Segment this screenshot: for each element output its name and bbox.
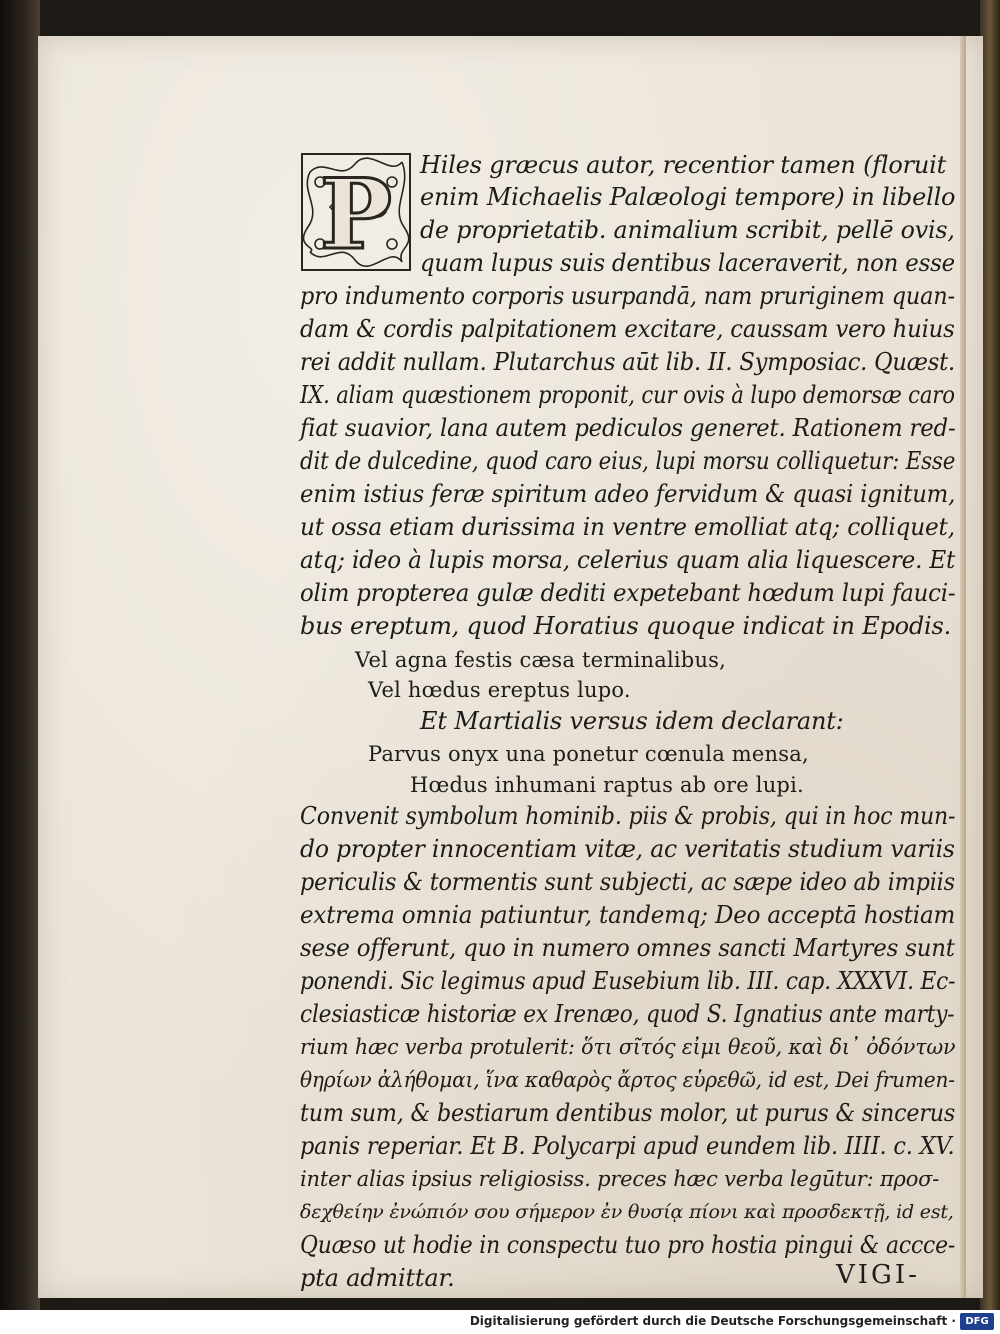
- footer-text: Digitalisierung gefördert durch die Deutsche Forschungsgemeinschaft ·: [469, 1314, 956, 1328]
- text-line-15: bus ereptum, quod Horatius quoque indicat in Epodis.: [300, 612, 952, 640]
- footer-bar: [0, 1310, 1000, 1334]
- text-line-27: clesiasticæ historiæ ex Irenæo, quod S. Ignatius ante marty-: [300, 1000, 955, 1028]
- text-line-22: do propter innocentiam vitæ, ac veritatis studium variis: [300, 835, 955, 863]
- text-line-29: θηρίων ἀλήθομαι, ἵνα καθαρὸς ἄρτος εὑρεθῶ, id est, Dei frumen-: [300, 1068, 955, 1092]
- text-line-26: ponendi. Sic legimus apud Eusebium lib. III. cap. XXXVI. Ec-: [300, 967, 956, 995]
- text-line-21: Convenit symbolum hominib. piis & probis, qui in hoc mun-: [300, 802, 956, 830]
- text-line-31: panis reperiar. Et B. Polycarpi apud eundem lib. IIII. c. XV.: [300, 1132, 955, 1160]
- text-line-33: δεχθείην ἐνώπιόν σου σήμερον ἐν θυσίᾳ πίονι καὶ προσδεκτῇ, id est,: [300, 1201, 954, 1223]
- text-line-5: pro indumento corporis usurpandā, nam pruriginem quan-: [300, 282, 955, 310]
- text-line-35: pta admittar.: [300, 1264, 455, 1292]
- text-line-11: enim istius feræ spiritum adeo fervidum & quasi ignitum,: [300, 480, 956, 508]
- text-line-23: periculis & tormentis sunt subjecti, ac sæpe ideo ab impiis: [300, 868, 955, 896]
- text-line-25: sese offerunt, quo in numero omnes sancti Martyres sunt: [300, 934, 955, 962]
- text-line-9: fiat suavior, lana autem pediculos generet. Rationem red-: [300, 414, 956, 442]
- verse-line-2: Vel hœdus ereptus lupo.: [368, 678, 631, 702]
- text-line-13: atq; ideo à lupis morsa, celerius quam alia liquescere. Et: [300, 546, 956, 574]
- catchword: VIGI-: [836, 1260, 920, 1290]
- text-line-10: dit de dulcedine, quod caro eius, lupi morsu colliquetur: Esse: [300, 447, 956, 475]
- text-line-14: olim propterea gulæ dediti expetebant hœdum lupi fauci-: [300, 579, 956, 607]
- text-line-12: ut ossa etiam durissima in ventre emolliat atq; colliquet,: [300, 513, 955, 541]
- verse-line-4: Hœdus inhumani raptus ab ore lupi.: [410, 773, 804, 797]
- dfg-logo: DFG: [960, 1313, 994, 1330]
- text-line-2: enim Michaelis Palæologi tempore) in libello: [420, 183, 956, 211]
- text-line-32: inter alias ipsius religiosiss. preces hæc verba legūtur: προσ-: [300, 1167, 940, 1191]
- initial-letter: P: [319, 158, 393, 271]
- text-line-24: extrema omnia patiuntur, tandemq; Deo acceptā hostiam: [300, 901, 956, 929]
- text-line-1: Hiles græcus autor, recentior tamen (floruit: [420, 151, 947, 179]
- verse-line-3: Parvus onyx una ponetur cœnula mensa,: [368, 742, 809, 766]
- text-line-4: quam lupus suis dentibus laceraverit, non esse: [420, 249, 956, 277]
- text-line-28: rium hæc verba protulerit: ὅτι σῖτός εἰμι θεοῦ, καὶ δι᾽ ὀδόντων: [300, 1035, 956, 1059]
- verse-line-1: Vel agna festis cæsa terminalibus,: [355, 648, 727, 672]
- text-line-3: de proprietatib. animalium scribit, pellē ovis,: [420, 216, 955, 244]
- decorated-initial: [300, 152, 412, 272]
- text-line-7: rei addit nullam. Plutarchus aūt lib. II. Symposiac. Quæst.: [300, 348, 956, 376]
- text-line-6: dam & cordis palpitationem excitare, caussam vero huius: [300, 315, 955, 343]
- text-line-8: IX. aliam quæstionem proponit, cur ovis à lupo demorsæ caro: [300, 381, 955, 409]
- text-line-martialis: Et Martialis versus idem declarant:: [420, 707, 844, 735]
- text-line-30: tum sum, & bestiarum dentibus molor, ut purus & sincerus: [300, 1099, 956, 1127]
- text-line-34: Quæso ut hodie in conspectu tuo pro hostia pingui & accce-: [300, 1231, 956, 1259]
